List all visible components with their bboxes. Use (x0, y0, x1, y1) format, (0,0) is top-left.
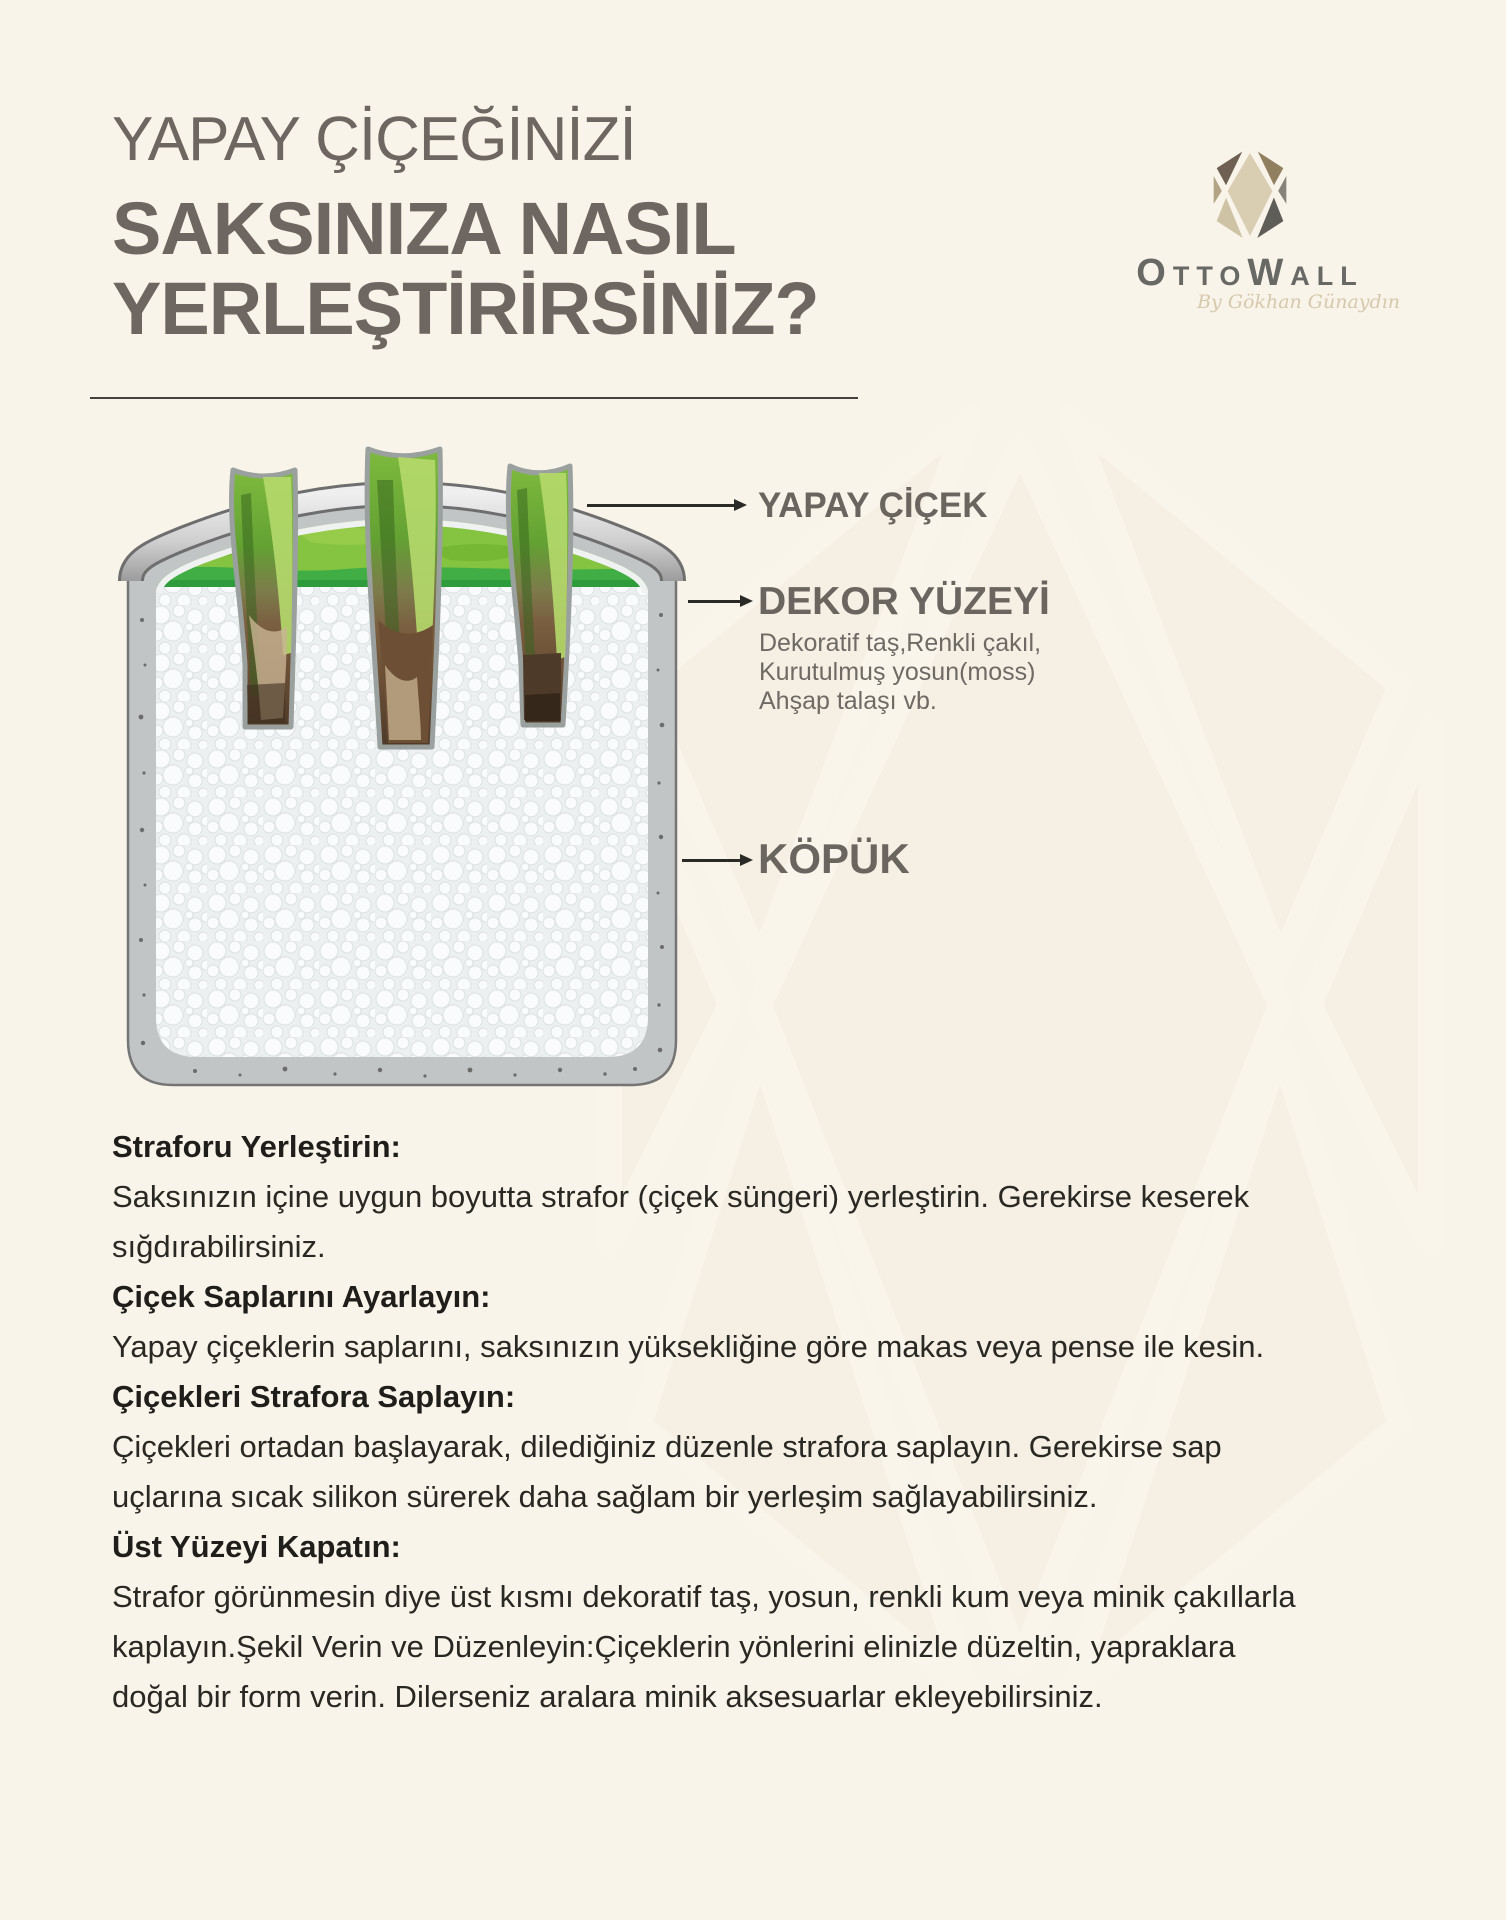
instruction-heading: Çiçekleri Strafora Saplayın: (112, 1379, 516, 1414)
page-title-line-1: YAPAY ÇİÇEĞİNİZİ (112, 105, 636, 174)
brand-tagline: By Gökhan Günaydın (1197, 291, 1400, 313)
flower-stem-center (367, 449, 440, 747)
brand-logo (1100, 146, 1400, 313)
brand-name: OttoWall (1136, 252, 1364, 294)
instruction-body: Çiçekleri ortadan başlayarak, dilediğiniz düzenle strafora saplayın. Gerekirse sap uçlarına sıcak silikon sürerek daha sağlam bir yerleşim sağlayabilirsiniz. (112, 1429, 1222, 1514)
callout-label-kopuk: KÖPÜK (758, 835, 910, 882)
pot-diagram (95, 365, 695, 1095)
callout-desc-line: Dekoratif taş,Renkli çakıl, (759, 629, 1042, 657)
gem-logo-icon (1204, 146, 1296, 244)
instruction-list (112, 1122, 1302, 1722)
instruction-section (112, 1122, 1302, 1272)
instruction-body: Saksınızın içine uygun boyutta strafor (çiçek süngeri) yerleştirin. Gerekirse keserek sığdırabilirsiniz. (112, 1179, 1250, 1264)
callout-arrow-kopuk (682, 859, 740, 862)
instruction-section (112, 1522, 1302, 1722)
callout-arrow-dekor-yuzeyi (688, 600, 740, 603)
instruction-section (112, 1272, 1302, 1372)
instruction-heading: Straforu Yerleştirin: (112, 1129, 401, 1164)
instruction-body: Yapay çiçeklerin saplarını, saksınızın yüksekliğine göre makas veya pense ile kesin. (112, 1329, 1265, 1364)
page-title-line-2: SAKSINIZA NASIL (112, 187, 736, 270)
instruction-body: Strafor görünmesin diye üst kısmı dekoratif taş, yosun, renkli kum veya minik çakıllarla kaplayın.Şekil Verin ve Düzenleyin:Çiçeklerin yönlerini elinizle düzeltin, yapraklara doğal bir form verin. Dilerseniz aralara minik aksesuarlar ekleyebilirsiniz. (112, 1579, 1296, 1714)
instruction-heading: Çiçek Saplarını Ayarlayın: (112, 1279, 491, 1314)
instruction-section (112, 1372, 1302, 1522)
page-title-line-3: YERLEŞTİRİRSİNİZ? (112, 267, 819, 350)
callout-label-dekor-yuzeyi: DEKOR YÜZEYİ (758, 580, 1050, 623)
callout-desc-dekor-yuzeyi (759, 629, 1041, 716)
instruction-heading: Üst Yüzeyi Kapatın: (112, 1529, 401, 1564)
callout-arrow-yapay-cicek (587, 504, 734, 507)
callout-desc-line: Ahşap talaşı vb. (759, 687, 937, 715)
callout-label-yapay-cicek: YAPAY ÇİÇEK (758, 486, 988, 525)
callout-desc-line: Kurutulmuş yosun(moss) (759, 658, 1036, 686)
